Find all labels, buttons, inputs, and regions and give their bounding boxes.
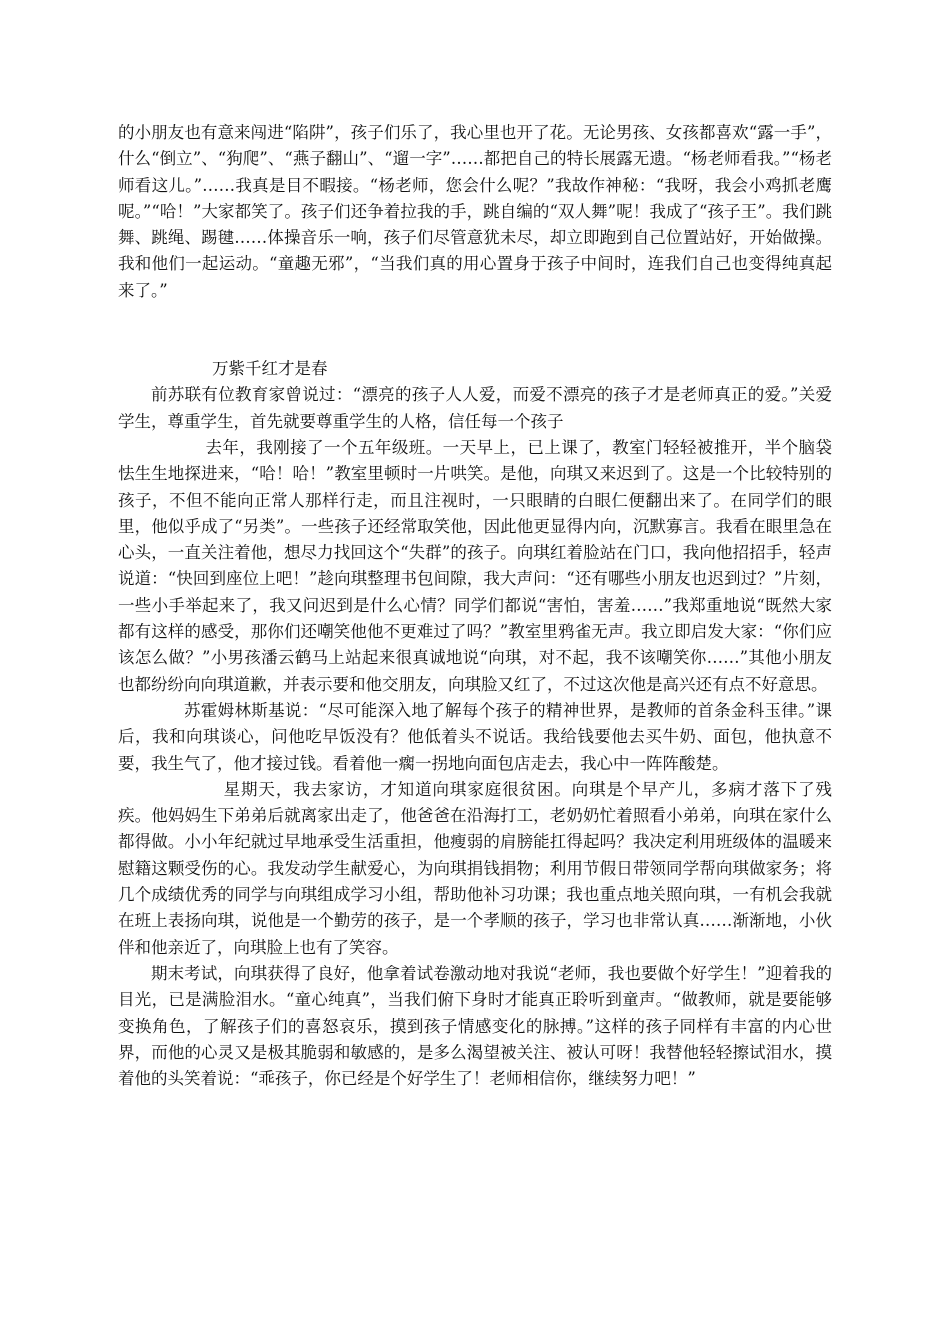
paragraph-3: 去年，我刚接了一个五年级班。一天早上，已上课了，教室门轻轻被推开，半个脑袋怯生生地探进来，“哈！哈！”教室里顿时一片哄笑。是他，向琪又来迟到了。这是一个比较特别的孩子，不但不能向正常人那样行走，而且注视时，一只眼睛的白眼仁便翻出来了。在同学们的眼里，他似乎成了“另类”。一些孩子还经常取笑他，因此他更显得内向，沉默寡言。我看在眼里急在心头，一直关注着他，想尽力找回这个“失群”的孩子。向琪红着脸站在门口，我向他招招手，轻声说道：“快回到座位上吧！”趁向琪整理书包间隙，我大声问：“还有哪些小朋友也迟到过？”片刻，一些小手举起来了，我又问迟到是什么心情？同学们都说“害怕，害羞……”我郑重地说“既然大家都有这样的感受，那你们还嘲笑他他不更难过了吗？”教室里鸦雀无声。我立即启发大家：“你们应该怎么做？”小男孩潘云鹤马上站起来很真诚地说“向琪，对不起，我不该嘲笑你……”其他小朋友也都纷纷向向琪道歉，并表示要和他交朋友，向琪脸又红了，不过这次他是高兴还有点不好意思。 <box>118 437 832 694</box>
paragraph-2: 前苏联有位教育家曾说过：“漂亮的孩子人人爱，而爱不漂亮的孩子才是老师真正的爱。”关爱学生，尊重学生，首先就要尊重学生的人格，信任每一个孩子 <box>118 385 832 431</box>
document-body <box>118 120 832 1092</box>
paragraph-5: 星期天，我去家访，才知道向琪家庭很贫困。向琪是个早产儿，多病才落下了残疾。他妈妈生下弟弟后就离家出走了，他爸爸在沿海打工，老奶奶忙着照看小弟弟，向琪在家什么都得做。小小年纪就过早地承受生活重担，他瘦弱的肩膀能扛得起吗？我决定利用班级体的温暖来慰籍这颗受伤的心。我发动学生献爱心，为向琪捐钱捐物；利用节假日带领同学帮向琪做家务；将几个成绩优秀的同学与向琪组成学习小组，帮助他补习功课；我也重点地关照向琪，一有机会我就在班上表扬向琪，说他是一个勤劳的孩子，是一个孝顺的孩子，学习也非常认真……渐渐地，小伙伴和他亲近了，向琪脸上也有了笑容。 <box>118 779 832 957</box>
paragraph-1: 的小朋友也有意来闯进“陷阱”，孩子们乐了，我心里也开了花。无论男孩、女孩都喜欢“露一手”，什么“倒立”、“狗爬”、“燕子翻山”、“遛一字”……都把自己的特长展露无遗。“杨老师看我。”“杨老师看这儿。”……我真是目不暇接。“杨老师，您会什么呢？”我故作神秘：“我呀，我会小鸡抓老鹰呢。”“哈！”大家都笑了。孩子们还争着拉我的手，跳自编的“双人舞”呢！我成了“孩子王”。我们跳舞、跳绳、踢毽……体操音乐一响，孩子们尽管意犹未尽，却立即跑到自己位置站好，开始做操。我和他们一起运动。“童趣无邪”，“当我们真的用心置身于孩子中间时，连我们自己也变得纯真起来了。” <box>118 123 832 300</box>
paragraph-4: 苏霍姆林斯基说：“尽可能深入地了解每个孩子的精神世界，是教师的首条金科玉律。”课后，我和向琪谈心，问他吃早饭没有？他低着头不说话。我给钱要他去买牛奶、面包，他执意不要，我生气了，他才接过钱。看着他一瘸一拐地向面包店走去，我心中一阵阵酸楚。 <box>118 700 832 773</box>
paragraph-6: 期末考试，向琪获得了良好，他拿着试卷激动地对我说“老师，我也要做个好学生！”迎着我的目光，已是满脸泪水。“童心纯真”，当我们俯下身时才能真正聆听到童声。“做教师，就是要能够变换角色，了解孩子们的喜怒哀乐，摸到孩子情感变化的脉搏。”这样的孩子同样有丰富的内心世界，而他的心灵又是极其脆弱和敏感的，是多么渴望被关注、被认可呀！我替他轻轻擦试泪水，摸着他的头笑着说：“乖孩子，你已经是个好学生了！老师相信你，继续努力吧！” <box>118 963 832 1089</box>
section-title: 万紫千红才是春 <box>212 359 328 379</box>
paragraph-gap <box>118 304 832 356</box>
